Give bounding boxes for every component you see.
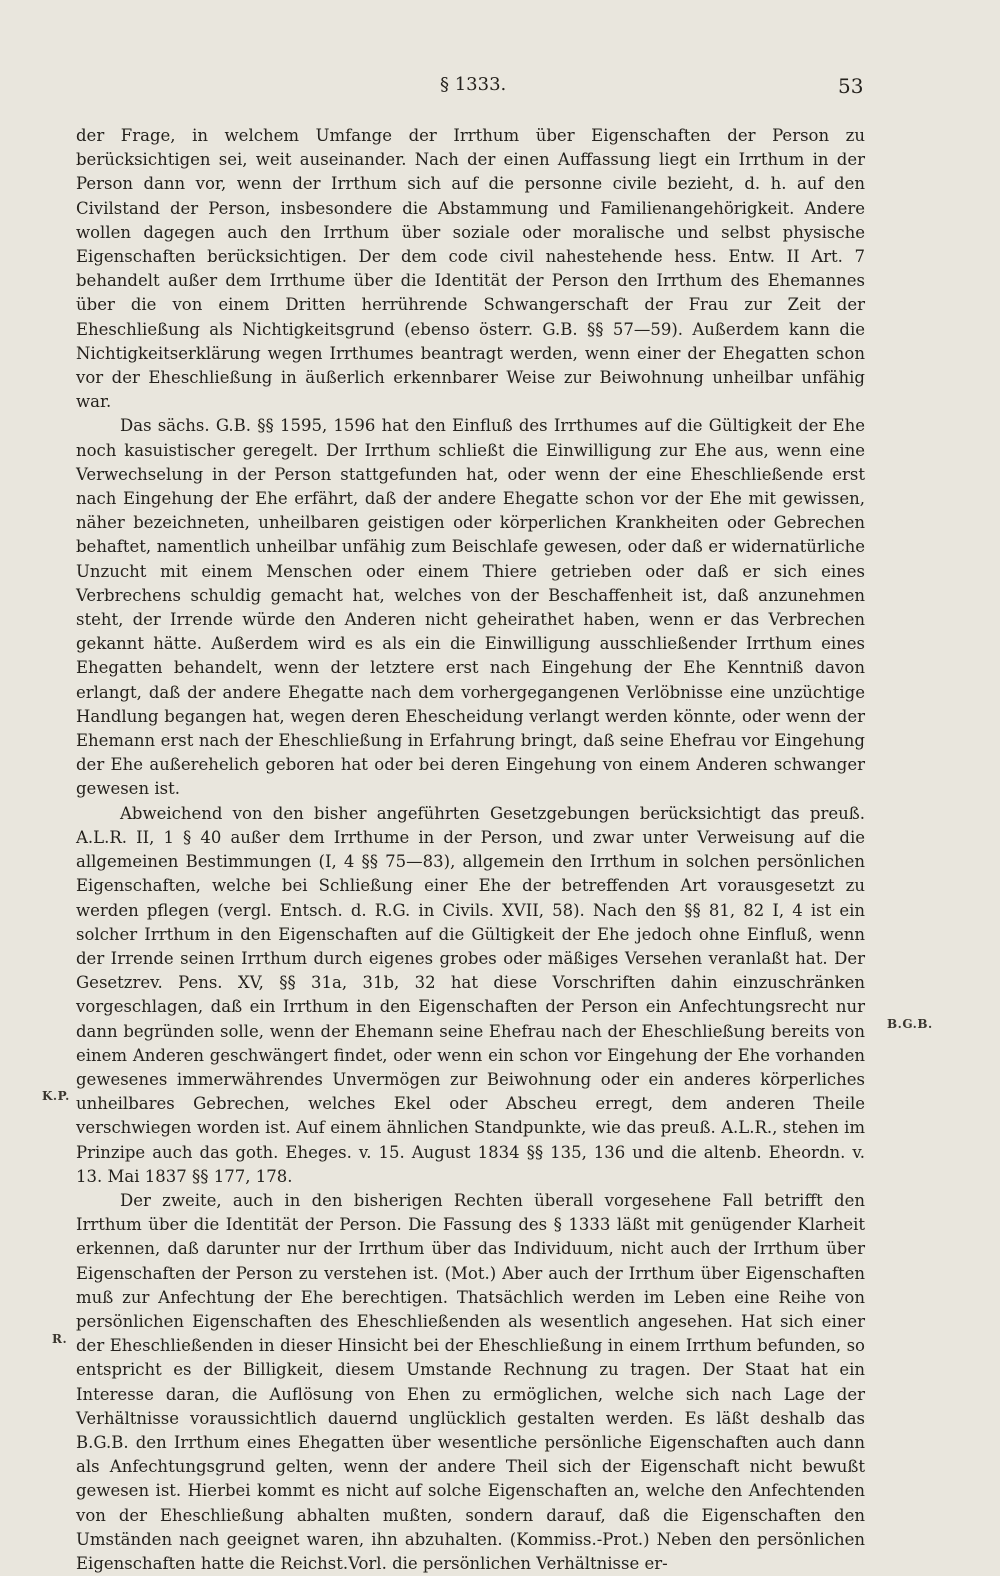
margin-note-bgb: B.G.B. xyxy=(887,1017,933,1031)
paragraph: Das sächs. G.B. §§ 1595, 1596 hat den Einfluß des Irrthumes auf die Gültigkeit der Ehe noch kasuistischer geregelt. Der Irrthum schließt die Einwilligung zur Ehe aus, wenn eine Verwechselung in der Person stattgefunden hat, oder wenn der eine Eheschließende erst nach Eingehung der Ehe erfährt, daß der andere Ehegatte schon vor der Ehe mit gewissen, näher bezeichneten, unheilbaren geistigen oder körperlichen Krankheiten oder Gebrechen behaftet, namentlich unheilbar unfähig zum Beischlafe gewesen, oder daß er widernatürliche Unzucht mit einem Menschen oder einem Thiere getrieben oder daß er sich eines Verbrechens schuldig gemacht hat, welches von der Beschaffenheit ist, daß anzunehmen steht, der Irrende würde den Anderen nicht geheirathet haben, wenn er das Verbrechen gekannt hätte. Außerdem wird es als ein die Einwilligung ausschließender Irrthum eines Ehegatten behandelt, wenn der letztere erst nach Eingehung der Ehe Kenntniß davon erlangt, daß der andere Ehegatte nach dem vorhergegangenen Verlöbnisse eine unzüchtige Handlung begangen hat, wegen deren Ehescheidung verlangt werden könnte, oder wenn der Ehemann erst nach der Eheschließung in Erfahrung bringt, daß seine Ehefrau vor Eingehung der Ehe außerehelich geboren hat oder bei deren Eingehung von einem Anderen schwanger gewesen ist. xyxy=(76,416,865,799)
paragraph: Abweichend von den bisher angeführten Gesetzgebungen berücksichtigt das preuß. A.L.R. II, 1 § 40 außer dem Irrthume in der Person, und zwar unter Verweisung auf die allgemeinen Bestimmungen (I, 4 §§ 75—83), allgemein den Irrthum in solchen persönlichen Eigenschaften, welche bei Schließung einer Ehe der betreffenden Art vorausgesetzt zu werden pflegen (vergl. Entsch. d. R.G. in Civils. XVII, 58). Nach den §§ 81, 82 I, 4 ist ein solcher Irrthum in den Eigenschaften auf die Gültigkeit der Ehe jedoch ohne Einfluß, wenn der Irrende seinen Irrthum durch eigenes grobes oder mäßiges Versehen veranlaßt hat. Der Gesetzrev. Pens. XV, §§ 31a, 31b, 32 hat diese Vorschriften dahin einzuschränken vorgeschlagen, daß ein Irrthum in den Eigenschaften der Person ein Anfechtungsrecht nur dann begründen solle, wenn der Ehemann seine Ehefrau nach der Eheschließung bereits von einem Anderen geschwängert findet, oder wenn ein schon vor Eingehung der Ehe vorhanden gewesenes immerwährendes Unvermögen zur Beiwohnung oder ein anderes körperliches unheilbares Gebrechen, welches Ekel oder Abscheu erregt, dem anderen Theile verschwiegen worden ist. Auf einem ähnlichen Standpunkte, wie das preuß. A.L.R., stehen im Prinzipe auch das goth. Eheges. v. 15. August 1834 §§ 135, 136 und die altenb. Eheordn. v. 13. Mai 1837 §§ 177, 178. xyxy=(76,803,865,1186)
body-text xyxy=(76,124,865,1576)
margin-note-kp: K.P. xyxy=(42,1089,70,1103)
margin-note-r: R. xyxy=(52,1332,68,1346)
paragraph: der Frage, in welchem Umfange der Irrthum über Eigenschaften der Person zu berücksichtigen sei, weit auseinander. Nach der einen Auffassung liegt ein Irrthum in der Person dann vor, wenn der Irrthum sich auf die personne civile bezieht, d. h. auf den Civilstand der Person, insbesondere die Abstammung und Familienangehörigkeit. Andere wollen dagegen auch den Irrthum über soziale oder moralische und selbst physische Eigenschaften berücksichtigen. Der dem code civil nahestehende hess. Entw. II Art. 7 behandelt außer dem Irrthume über die Identität der Person den Irrthum des Ehemannes über die von einem Dritten herrührende Schwangerschaft der Frau zur Zeit der Eheschließung als Nichtigkeitsgrund (ebenso österr. G.B. §§ 57—59). Außerdem kann die Nichtigkeitserklärung wegen Irrthumes beantragt werden, wenn einer der Ehegatten schon vor der Eheschließung in äußerlich erkennbarer Weise zur Beiwohnung unheilbar unfähig war. xyxy=(76,126,865,412)
running-header xyxy=(0,74,1000,106)
section-number: § 1333. xyxy=(440,74,507,95)
paragraph: Der zweite, auch in den bisherigen Rechten überall vorgesehene Fall betrifft den Irrthum über die Identität der Person. Die Fassung des § 1333 läßt mit genügender Klarheit erkennen, daß darunter nur der Irrthum über das Individuum, nicht auch der Irrthum über Eigenschaften der Person zu verstehen ist. (Mot.) Aber auch der Irrthum über Eigenschaften muß zur Anfechtung der Ehe berechtigen. Thatsächlich werden im Leben eine Reihe von persönlichen Eigenschaften des Eheschließenden als wesentlich angesehen. Hat sich einer der Eheschließenden in dieser Hinsicht bei der Eheschließung in einem Irrthum befunden, so entspricht es der Billigkeit, diesem Umstande Rechnung zu tragen. Der Staat hat ein Interesse daran, die Auflösung von Ehen zu ermöglichen, welche sich nach Lage der Verhältnisse voraussichtlich dauernd unglücklich gestalten werden. Es läßt deshalb das B.G.B. den Irrthum eines Ehegatten über wesentliche persönliche Eigenschaften auch dann als Anfechtungsgrund gelten, wenn der andere Theil sich der Eigenschaft nicht bewußt gewesen ist. Hierbei kommt es nicht auf solche Eigenschaften an, welche den Anfechtenden von der Eheschließung abhalten mußten, sondern darauf, daß die Eigenschaften den Umständen nach geeignet waren, ihn abzuhalten. (Kommiss.-Prot.) Neben den persönlichen Eigenschaften hatte die Reichst.Vorl. die persönlichen Verhältnisse er- xyxy=(76,1190,865,1573)
page-number: 53 xyxy=(838,74,864,98)
